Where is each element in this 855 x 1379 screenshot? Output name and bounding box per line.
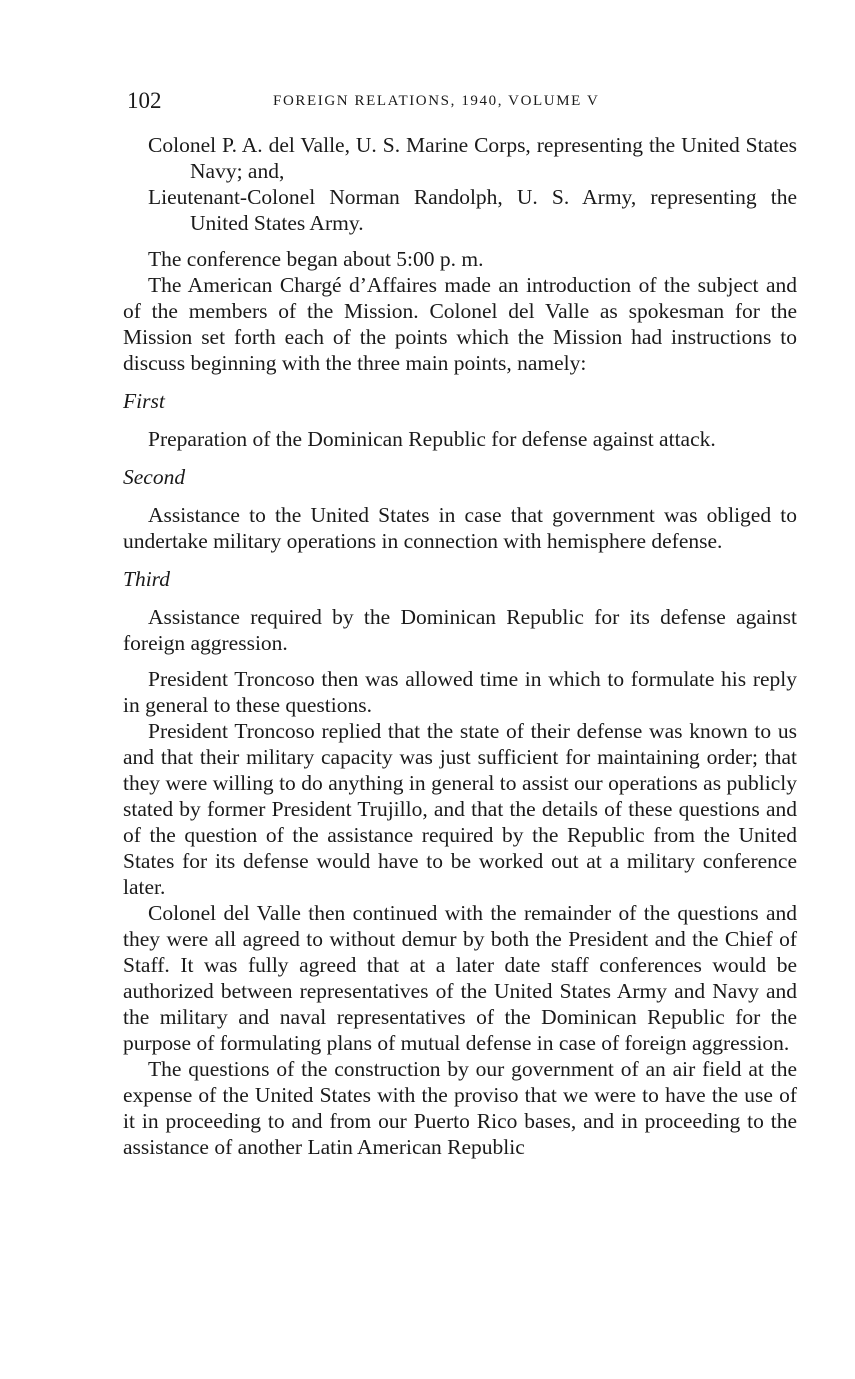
page-number: 102 [127,88,162,113]
running-head: FOREIGN RELATIONS, 1940, VOLUME V [273,93,600,109]
paragraph: President Troncoso replied that the state of their defense was known to us and that their military capacity was just sufficient for maintaining order; that they were willing to do anything in general to assist our operations as publicly stated by former President Trujillo, and that the details of these questions and of the question of the assistance required by the Republic from the United States for its defense would have to be worked out at a military conference later. [123,719,797,899]
body-text [123,132,797,1160]
paragraph: President Troncoso then was allowed time in which to formulate his reply in general to these questions. [123,667,797,717]
point-heading: Third [123,567,170,591]
point-text: Preparation of the Dominican Republic for defense against attack. [148,427,716,451]
paragraph: The conference began about 5:00 p. m. [148,247,484,271]
page-header [127,88,797,118]
point-heading: First [123,389,165,413]
point-text: Assistance required by the Dominican Republic for its defense against foreign aggression. [123,605,797,655]
paragraph: Colonel del Valle then continued with the remainder of the questions and they were all agreed to without demur by both the President and the Chief of Staff. It was fully agreed that at a later date staff conferences would be authorized between representatives of the United States Army and Navy and the military and naval representatives of the Dominican Republic for the purpose of formulating plans of mutual defense in case of foreign aggression. [123,901,797,1055]
attendee-entry: Lieutenant-Colonel Norman Randolph, U. S. Army, representing the United States Army. [148,185,797,235]
point-text: Assistance to the United States in case that government was obliged to undertake military operations in connection with hemisphere defense. [123,503,797,553]
paragraph: The American Chargé d’Affaires made an introduction of the subject and of the members of the Mission. Colonel del Valle as spokesman for the Mission set forth each of the points which the Mission had instructions to discuss beginning with the three main points, namely: [123,273,797,375]
attendee-entry: Colonel P. A. del Valle, U. S. Marine Corps, representing the United States Navy; and, [148,133,797,183]
paragraph: The questions of the construction by our government of an air field at the expense of the United States with the proviso that we were to have the use of it in proceeding to and from our Puerto Rico bases, and in proceeding to the assistance of another Latin American Republic [123,1057,797,1159]
point-heading: Second [123,465,186,489]
